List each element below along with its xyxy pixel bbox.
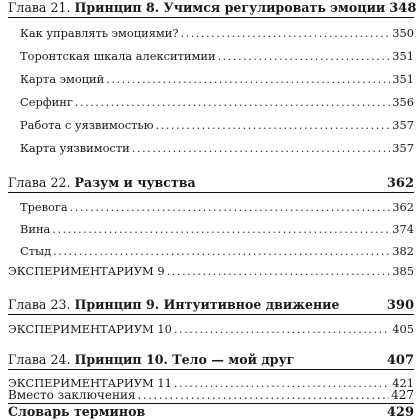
- toc-item: [20, 95, 414, 109]
- divider: [8, 369, 414, 370]
- toc-chapter-23-title: Глава 23. Принцип 9. Интуитивное движение: [8, 297, 340, 312]
- toc-item-title: Как управлять эмоциями?: [20, 26, 179, 40]
- toc-item-page: 382: [392, 244, 414, 258]
- toc-glossary-title: Словарь терминов: [8, 404, 146, 419]
- leader-dots: [167, 264, 391, 278]
- leader-dots: [156, 118, 391, 132]
- toc-chapter-23: [8, 297, 414, 313]
- divider: [8, 314, 414, 315]
- toc-item-title: Стыд: [20, 244, 52, 258]
- toc-section-page: 421: [392, 376, 414, 390]
- toc-item: [20, 26, 414, 40]
- toc-glossary: [8, 404, 414, 420]
- toc-chapter-21-page: 348: [389, 1, 417, 16]
- toc-item-page: 350: [392, 26, 414, 40]
- toc-item-title: Вина: [20, 222, 51, 236]
- toc-item-page: 351: [392, 72, 414, 86]
- leader-dots: [106, 72, 390, 86]
- toc-item-title: Серфинг: [20, 95, 73, 109]
- toc-item-title: Карта эмоций: [20, 72, 105, 86]
- leader-dots: [53, 244, 390, 258]
- toc-item-title: Карта уязвимости: [20, 141, 130, 155]
- leader-dots: [52, 222, 390, 236]
- toc-item-page: 351: [392, 49, 414, 63]
- toc-chapter-24-page: 407: [386, 353, 414, 368]
- leader-dots: [70, 200, 391, 214]
- toc-item-page: 357: [392, 141, 414, 155]
- toc-item-title: Работа с уязвимостью: [20, 118, 154, 132]
- toc-section-page: 405: [392, 322, 414, 336]
- toc-item: [20, 72, 414, 86]
- toc-section-title: ЭКСПЕРИМЕНТАРИУМ 11: [8, 376, 172, 390]
- toc-chapter-24-title: Глава 24. Принцип 10. Тело — мой друг: [8, 352, 295, 367]
- toc-section: [8, 264, 414, 278]
- toc-item: [20, 118, 414, 132]
- toc-item: [20, 141, 414, 155]
- toc-item: [20, 200, 414, 214]
- toc-item: [20, 222, 414, 236]
- leader-dots: [218, 49, 391, 63]
- toc-item-page: 374: [392, 222, 414, 236]
- leader-dots: [174, 322, 390, 336]
- toc-section-title: ЭКСПЕРИМЕНТАРИУМ 10: [8, 322, 172, 336]
- toc-chapter-21-title: Глава 21. Принцип 8. Учимся регулировать эмоции: [8, 0, 386, 15]
- toc-section-title: ЭКСПЕРИМЕНТАРИУМ 9: [8, 264, 165, 278]
- toc-item-page: 362: [392, 200, 414, 214]
- divider: [8, 17, 414, 18]
- toc-item: [20, 244, 414, 258]
- toc-chapter-23-page: 390: [386, 298, 414, 313]
- leader-dots: [132, 141, 391, 155]
- toc-item: [20, 49, 414, 63]
- toc-chapter-22-title: Глава 22. Разум и чувства: [8, 175, 196, 190]
- toc-section-page: 427: [391, 388, 414, 402]
- toc-item-title: Торонтская шкала алекситимии: [20, 49, 216, 63]
- toc-glossary-page: 429: [386, 405, 414, 420]
- toc-section-page: 385: [392, 264, 414, 278]
- toc-section: [8, 322, 414, 336]
- leader-dots: [138, 388, 390, 402]
- leader-dots: [180, 26, 390, 40]
- toc-item-page: 356: [392, 95, 414, 109]
- toc-section: [8, 388, 414, 402]
- toc-chapter-22-page: 362: [386, 176, 414, 191]
- leader-dots: [75, 95, 390, 109]
- toc-item-title: Тревога: [20, 200, 68, 214]
- toc-section-title: Вместо заключения: [8, 388, 136, 402]
- divider: [8, 192, 414, 193]
- toc-chapter-24: [8, 352, 414, 368]
- toc-chapter-22: [8, 175, 414, 191]
- toc-item-page: 357: [392, 118, 414, 132]
- toc-chapter-21: [8, 0, 417, 16]
